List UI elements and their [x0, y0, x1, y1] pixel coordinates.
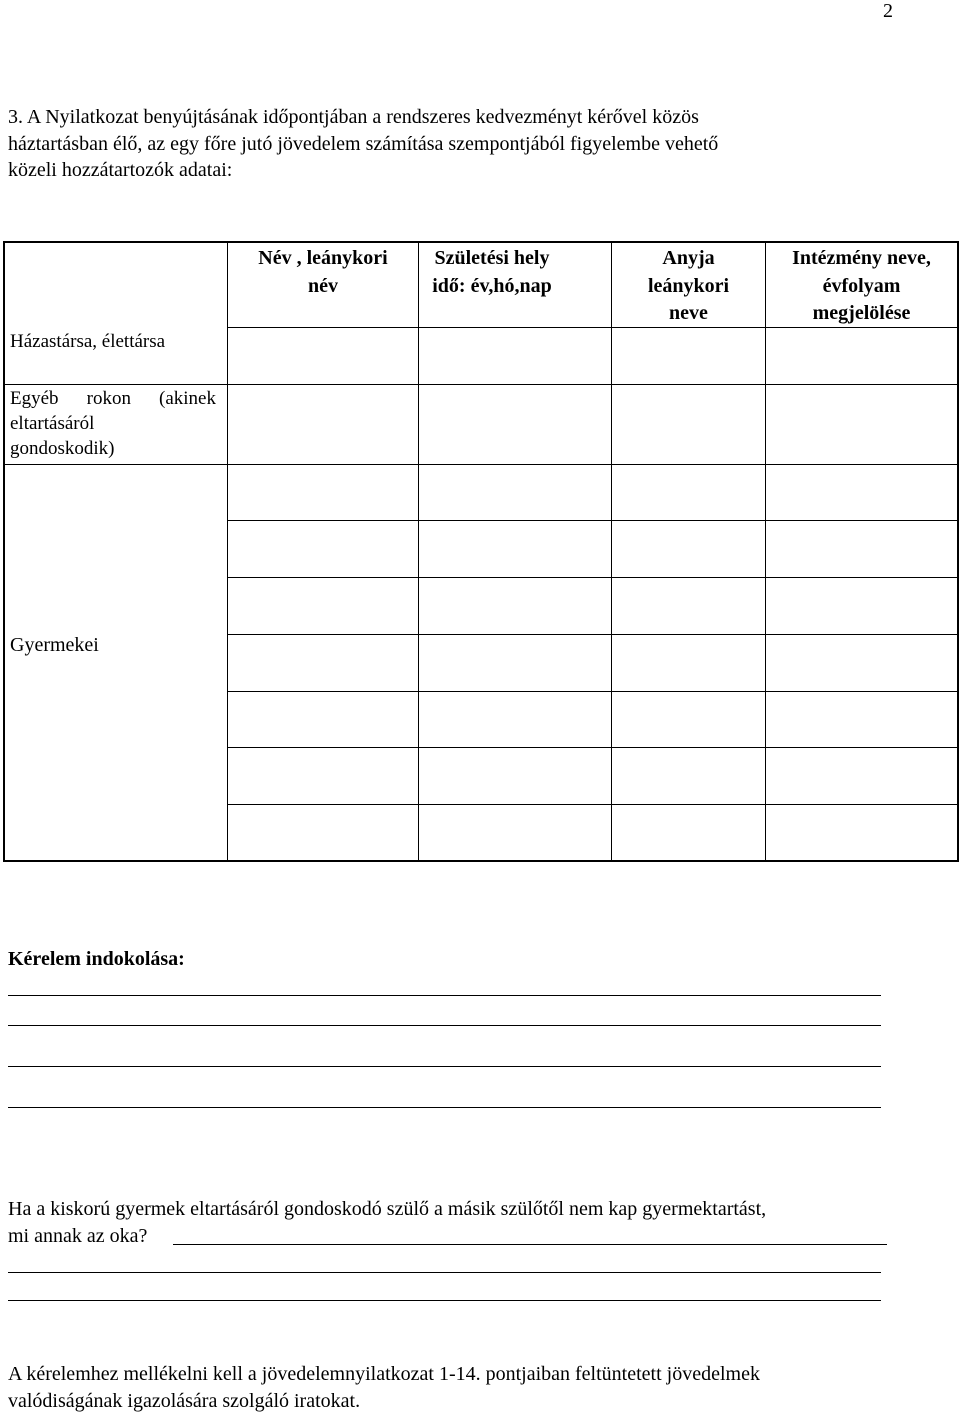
header-mother: Anyja leánykori neve	[647, 247, 730, 324]
justification-line-1[interactable]	[8, 995, 881, 996]
table-row-line	[228, 520, 958, 521]
header-institution: Intézmény neve, évfolyam megjelölése	[792, 247, 931, 324]
table-divider-col1	[227, 241, 228, 862]
table-row-line	[228, 804, 958, 805]
table-row-line	[228, 634, 958, 635]
table-border-top	[3, 241, 959, 243]
question-answer-line-2[interactable]	[8, 1272, 881, 1273]
justification-line-2[interactable]	[8, 1025, 881, 1026]
table-border-bottom	[3, 860, 959, 862]
table-row-line	[228, 691, 958, 692]
page-number: 2	[883, 0, 893, 22]
justification-line-4[interactable]	[8, 1107, 881, 1108]
question-line-1: Ha a kiskorú gyermek eltartásáról gondoskodó szülő a másik szülőtől nem kap gyermektartást,	[8, 1198, 767, 1220]
header-name: Név , leánykori név	[258, 247, 388, 297]
question-answer-line-1[interactable]	[173, 1244, 887, 1245]
table-row-line	[3, 384, 959, 385]
table-border-right	[957, 241, 959, 862]
question-line-2: mi annak az oka?	[8, 1224, 148, 1247]
table-row-line	[228, 577, 958, 578]
intro-line-2: háztartásban élő, az egy főre jutó jövedelem számítása szempontjából figyelembe vehető	[8, 132, 719, 155]
child-support-question	[8, 1196, 908, 1249]
table-row-line	[228, 747, 958, 748]
attachment-note-line-2: valódiságának igazolására szolgáló iratokat.	[8, 1389, 361, 1412]
header-birth: Születési hely idő: év,hó,nap	[432, 247, 552, 297]
intro-line-3: közeli hozzátartozók adatai:	[8, 159, 233, 181]
row-label-other-relative: Egyéb rokon (akinek eltartásáról gondoskodik)	[10, 388, 216, 459]
attachment-note	[8, 1361, 908, 1414]
table-row-line	[3, 464, 959, 465]
intro-line-1: 3. A Nyilatkozat benyújtásának időpontjában a rendszeres kedvezményt kérővel közös	[8, 106, 699, 128]
table-divider-col3	[611, 241, 612, 862]
question-answer-line-3[interactable]	[8, 1300, 881, 1301]
justification-line-3[interactable]	[8, 1066, 881, 1067]
justification-label: Kérelem indokolása:	[8, 948, 185, 970]
row-label-spouse: Házastársa, élettársa	[10, 331, 166, 352]
table-divider-col4	[765, 241, 766, 862]
table-border-left	[3, 241, 5, 862]
row-label-children: Gyermekei	[10, 634, 99, 656]
table-divider-col2	[418, 241, 419, 862]
attachment-note-line-1: A kérelemhez mellékelni kell a jövedelemnyilatkozat 1-14. pontjaiban feltüntetett jövedelmek	[8, 1363, 760, 1385]
